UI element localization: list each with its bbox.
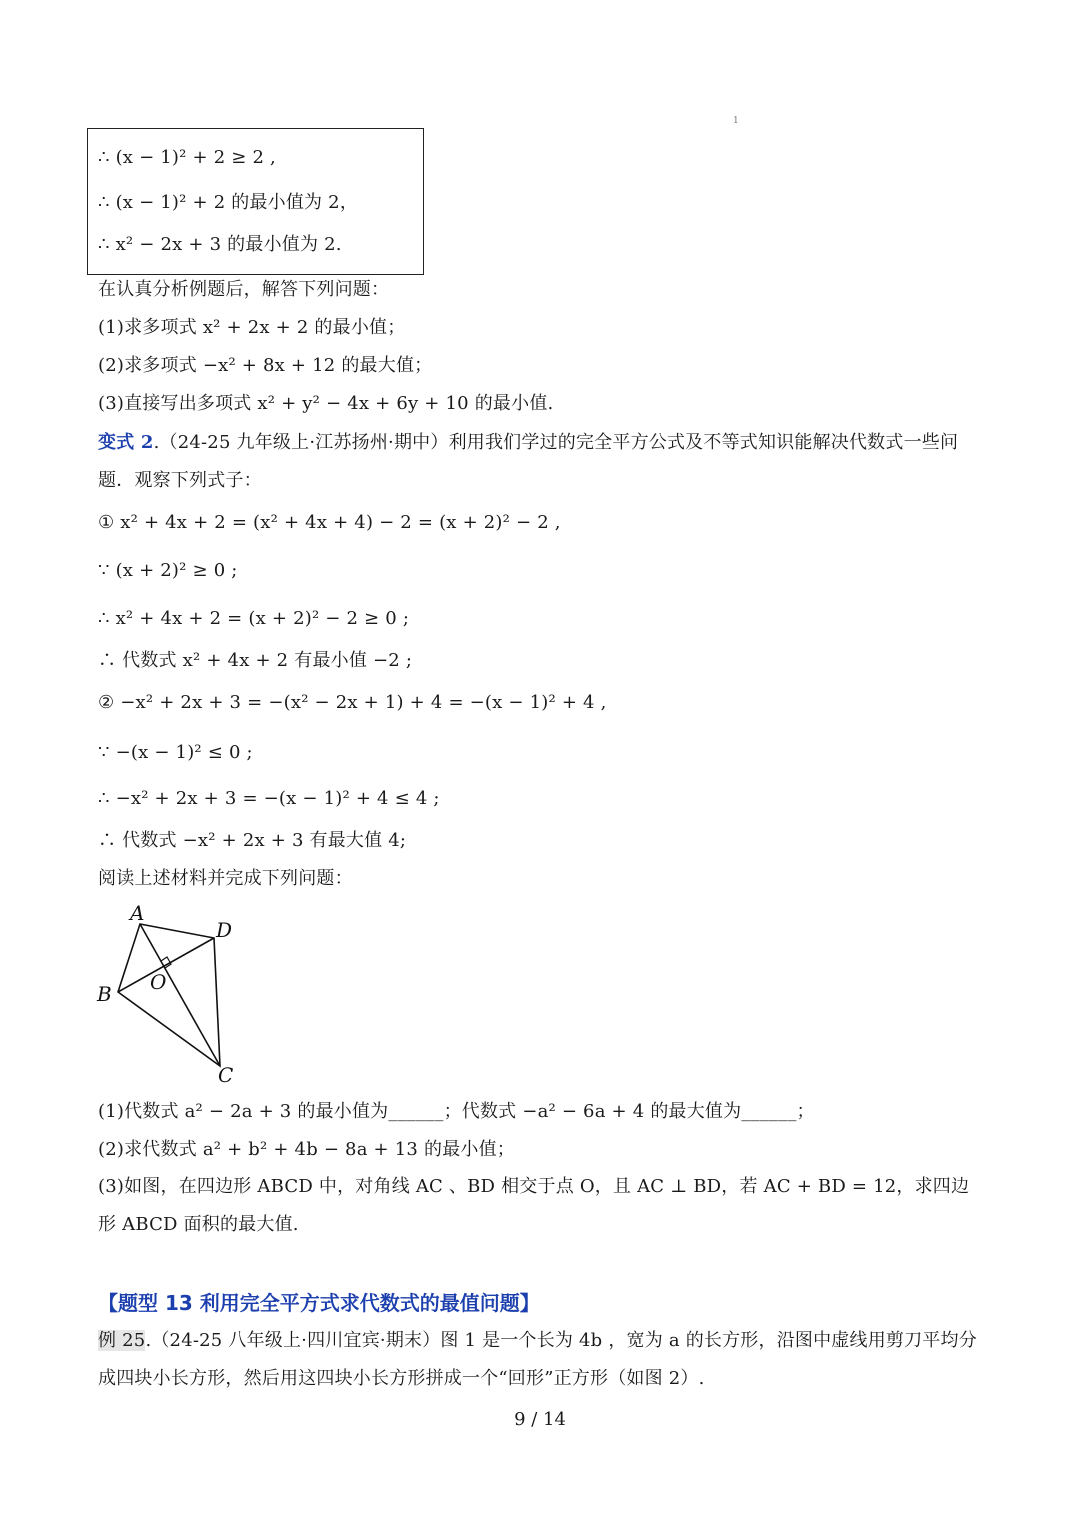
- question-item: (1)代数式 a² − 2a + 3 的最小值为______；代数式 −a² − 6a + 4 的最大值为______；: [98, 1101, 815, 1122]
- work-line: ② −x² + 2x + 3 = −(x² − 2x + 1) + 4 = −(x − 1)² + 4 ,: [98, 692, 607, 713]
- page-number: 9 / 14: [514, 1409, 566, 1430]
- question-item: (2)求代数式 a² + b² + 4b − 8a + 13 的最小值；: [98, 1139, 515, 1160]
- question-item: (1)求多项式 x² + 2x + 2 的最小值；: [98, 317, 406, 338]
- work-line: ① x² + 4x + 2 = (x² + 4x + 4) − 2 = (x + 2)² − 2 ,: [98, 512, 561, 533]
- question-item: (3)如图，在四边形 ABCD 中，对角线 AC 、BD 相交于点 O，且 AC ⊥ BD，若 AC + BD = 12，求四边形 ABCD 面积的最大值.: [98, 1176, 970, 1235]
- diagonal-ac: [140, 924, 220, 1066]
- quadrilateral-figure: [92, 900, 262, 1095]
- example-problem: [98, 1322, 983, 1398]
- box-line: ∴ (x − 1)² + 2 的最小值为 2，: [98, 192, 359, 213]
- vertex-label-c: C: [218, 1063, 234, 1087]
- quadrilateral-outline: [118, 924, 220, 1066]
- box-line: ∴ x² − 2x + 3 的最小值为 2.: [98, 234, 342, 255]
- work-line: 阅读上述材料并完成下列问题：: [98, 868, 353, 889]
- example-label: 例 25: [98, 1330, 146, 1351]
- example-text: .（24-25 八年级上·四川宜宾·期末）图 1 是一个长为 4b ，宽为 a 的长方形，沿图中虚线用剪刀平均分成四块小长方形，然后用这四块小长方形拼成一个“回形”正方形（如图 2）.: [98, 1330, 977, 1389]
- work-line: ∵ (x + 2)² ≥ 0 ;: [98, 560, 238, 581]
- variant-label: 变式 2: [98, 432, 154, 453]
- vertex-label-d: D: [216, 918, 233, 942]
- work-line: ∴ 代数式 −x² + 2x + 3 有最大值 4;: [98, 830, 407, 851]
- box-line: ∴ (x − 1)² + 2 ≥ 2 ,: [98, 147, 276, 168]
- vertex-label-b: B: [97, 982, 112, 1006]
- question-item: (3)直接写出多项式 x² + y² − 4x + 6y + 10 的最小值.: [98, 393, 554, 414]
- work-line: ∴ 代数式 x² + 4x + 2 有最小值 −2 ;: [98, 650, 413, 671]
- work-line: ∴ −x² + 2x + 3 = −(x − 1)² + 4 ≤ 4 ;: [98, 788, 440, 809]
- intro-text: 在认真分析例题后，解答下列问题：: [98, 279, 390, 300]
- variant-problem: [98, 424, 983, 500]
- header-mark: 1: [733, 116, 739, 126]
- vertex-label-o: O: [150, 970, 167, 994]
- vertex-label-a: A: [130, 901, 145, 925]
- section-title: 【题型 13 利用完全平方式求代数式的最值问题】: [98, 1291, 540, 1315]
- example-solution-box: [87, 128, 424, 275]
- work-line: ∴ x² + 4x + 2 = (x + 2)² − 2 ≥ 0 ;: [98, 608, 410, 629]
- question-item: (2)求多项式 −x² + 8x + 12 的最大值；: [98, 355, 433, 376]
- work-line: ∵ −(x − 1)² ≤ 0 ;: [98, 742, 253, 763]
- variant-text: .（24-25 九年级上·江苏扬州·期中）利用我们学过的完全平方公式及不等式知识能解决代数式一些问题．观察下列式子：: [98, 432, 959, 491]
